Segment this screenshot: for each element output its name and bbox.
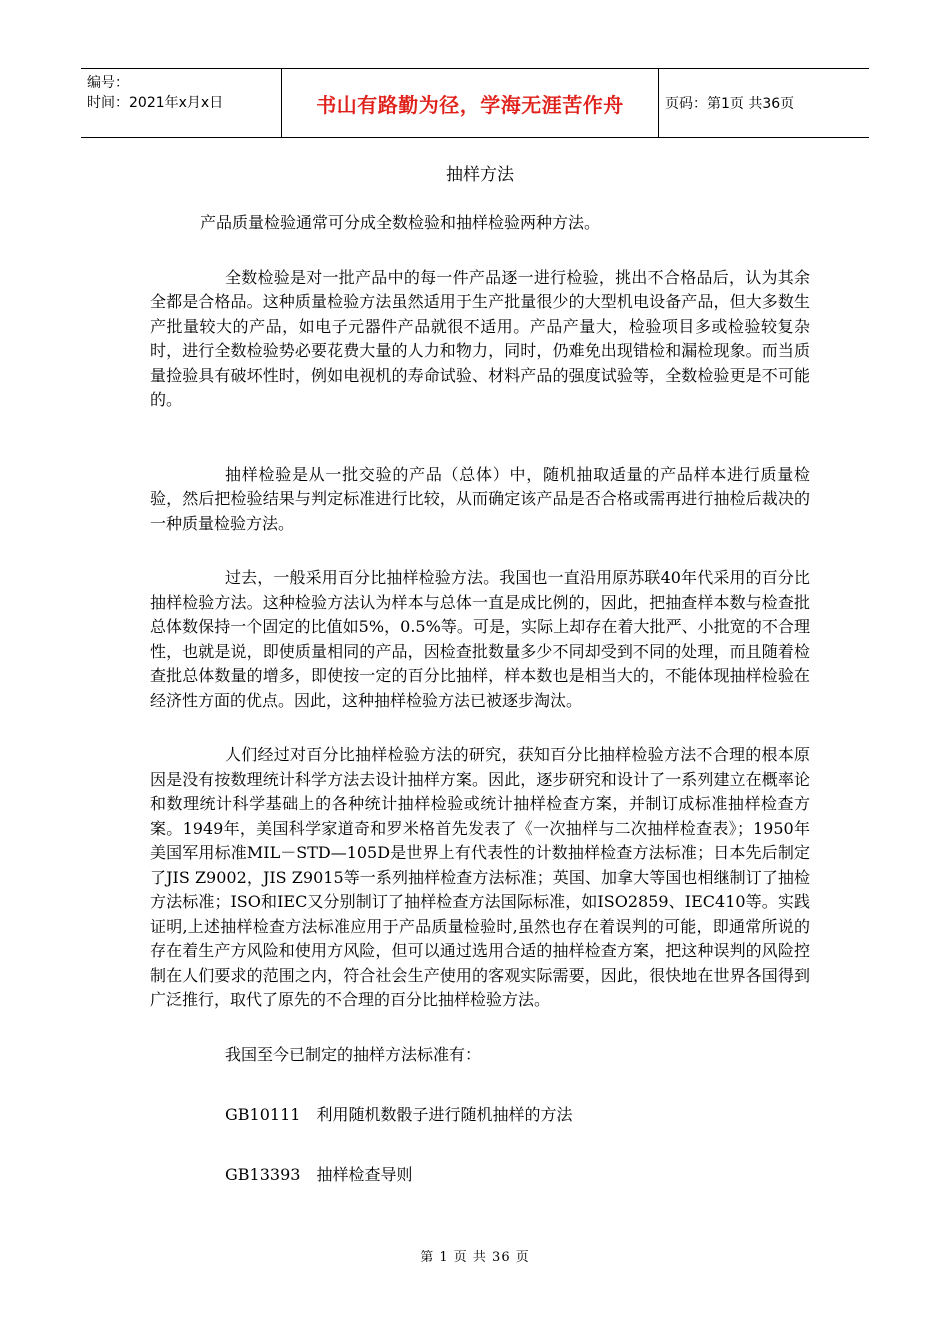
- paragraph-percentage-sampling: 过去，一般采用百分比抽样检验方法。我国也一直沿用原苏联40年代采用的百分比抽样检验方法。这种检验方法认为样本与总体一直是成比例的，因此，把抽查样本数与检查批总体数保持一个固定的比值如5%，0.5%等。可是，实际上却存在着大批严、小批宽的不合理性，也就是说，即使质量相同的产品，因检查批数量多少不同却受到不同的处理，而且随着检查批总体数量的增多，即使按一定的百分比抽样，样本数也是相当大的，不能体现抽样检验在经济性方面的优点。因此，这种抽样检验方法已被逐步淘汰。: [150, 568, 810, 710]
- header-meta: [81, 69, 282, 137]
- header-motto: 书山有路勤为径，学海无涯苦作舟: [282, 69, 659, 137]
- header-page-info: 页码：第1页 共36页: [665, 96, 795, 112]
- document-date: 时间：2021年x月x日: [87, 95, 224, 111]
- paragraph-sampling-inspection: 抽样检验是从一批交验的产品（总体）中，随机抽取适量的产品样本进行质量检验，然后把检验结果与判定标准进行比较，从而确定该产品是否合格或需再进行抽检后裁决的一种质量检验方法。: [150, 464, 810, 533]
- standards-intro: 我国至今已制定的抽样方法标准有：: [225, 1044, 482, 1064]
- standard-item: GB10111 利用随机数骰子进行随机抽样的方法: [225, 1104, 573, 1124]
- page-footer: 第 1 页 共 36 页: [420, 1250, 530, 1265]
- standard-item: GB13393 抽样检查导则: [225, 1164, 413, 1184]
- paragraph-statistical-sampling: 人们经过对百分比抽样检验方法的研究，获知百分比抽样检验方法不合理的根本原因是没有按数理统计科学方法去设计抽样方案。因此，逐步研究和设计了一系列建立在概率论和数理统计科学基础上的各种统计抽样检验或统计抽样检查方案，并制订成标准抽样检查方案。1949年，美国科学家道奇和罗米格首先发表了《一次抽样与二次抽样检查表》；1950年美国军用标准MIL－STD—105D是世界上有代表性的计数抽样检查方法标准；日本先后制定了JIS Z9002，JIS Z9015等一系列抽样检查方法标准；英国、加拿大等国也相继制订了抽检方法标准；ISO和IEC又分别制订了抽样检查方法国际标准，如ISO2859、IEC410等。实践证明,上述抽样检查方法标准应用于产品质量检验时,虽然也存在着误判的可能，即通常所说的存在着生产方风险和使用方风险，但可以通过选用合适的抽样检查方案，把这种误判的风险控制在人们要求的范围之内，符合社会生产使用的客观实际需要，因此，很快地在世界各国得到广泛推行，取代了原先的不合理的百分比抽样检验方法。: [150, 745, 810, 1009]
- document-title: 抽样方法: [446, 165, 514, 185]
- page-header: [81, 68, 869, 138]
- paragraph-full-inspection: 全数检验是对一批产品中的每一件产品逐一进行检验，挑出不合格品后，认为其余全都是合格品。这种质量检验方法虽然适用于生产批量很少的大型机电设备产品，但大多数生产批量较大的产品，如电子元器件产品就很不适用。产品产量大，检验项目多或检验较复杂时，进行全数检验势必要花费大量的人力和物力，同时，仍难免出现错检和漏检现象。而当质量捡验具有破坏性时，例如电视机的寿命试验、材料产品的强度试验等，全数检验更是不可能的。: [150, 267, 810, 409]
- document-number-label: 编号：: [87, 75, 129, 91]
- intro-paragraph: 产品质量检验通常可分成全数检验和抽样检验两种方法。: [200, 213, 601, 232]
- document-body: [150, 148, 810, 1187]
